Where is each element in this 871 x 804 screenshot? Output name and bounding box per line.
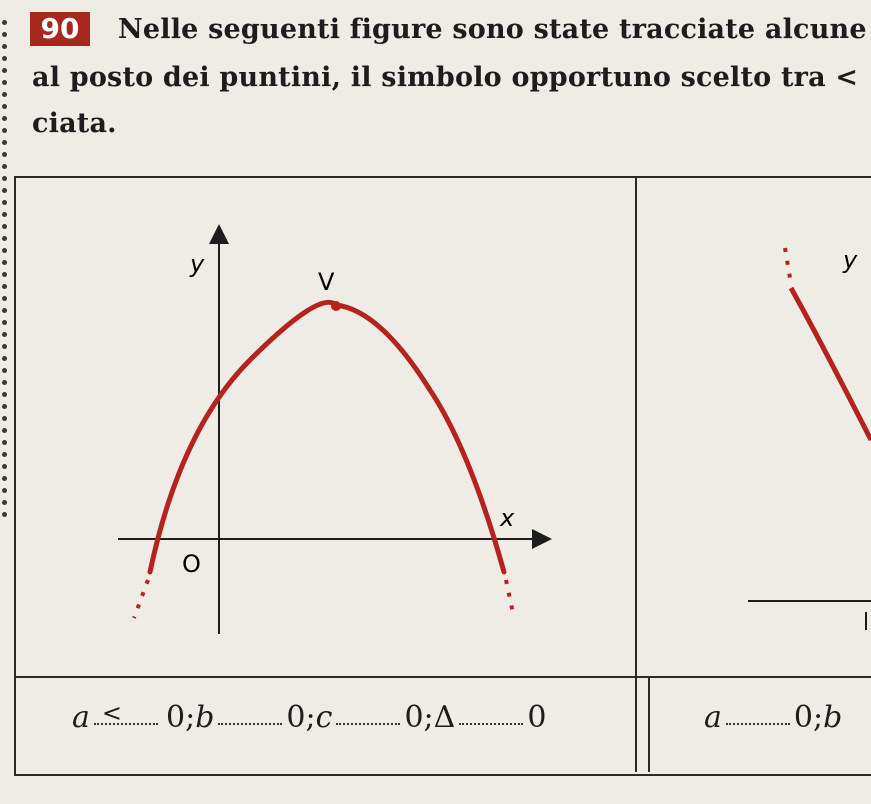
answer-a-filled: < <box>101 699 122 727</box>
right-y-label: y <box>843 246 858 274</box>
parabola-dash-right <box>506 580 514 618</box>
answer-delta-label: Δ <box>433 700 456 735</box>
answer-zero-4: 0 <box>527 700 547 735</box>
answer-b-blank[interactable] <box>218 721 282 725</box>
exercise-number-badge: 90 <box>30 12 90 46</box>
answer-delta-blank[interactable] <box>459 721 523 725</box>
x-axis-label: x <box>500 504 515 532</box>
answer-zero-1: 0; <box>166 700 196 735</box>
exercise-text-line-1: Nelle seguenti figure sono state tracciate alcune <box>118 14 867 45</box>
exercise-text-line-3: ciata. <box>32 108 117 139</box>
answer-c-label: c <box>315 700 333 735</box>
answer-row-right <box>704 700 842 735</box>
answer-right-a-label: a <box>704 700 722 735</box>
answer-c-blank[interactable] <box>336 721 400 725</box>
answer-b-label: b <box>195 700 215 735</box>
vertex-label: V <box>318 268 335 296</box>
answer-zero-2: 0; <box>286 700 316 735</box>
answer-a-label: a <box>72 700 90 735</box>
right-dash <box>785 248 791 284</box>
right-curve <box>791 288 871 440</box>
y-axis-label: y <box>190 250 205 278</box>
origin-label: O <box>182 550 201 578</box>
answer-right-b-label: b <box>823 700 843 735</box>
exercise-text-line-2: al posto dei puntini, il simbolo opportuno scelto tra < <box>32 62 859 93</box>
answer-right-zero-1: 0; <box>793 700 824 735</box>
answer-right-a-blank[interactable] <box>726 721 790 725</box>
answer-zero-3: 0; <box>404 700 434 735</box>
parabola-dash-left <box>134 580 148 618</box>
vertex-point <box>331 301 341 311</box>
answer-row-left <box>72 700 546 735</box>
parabola-curve <box>150 302 504 572</box>
